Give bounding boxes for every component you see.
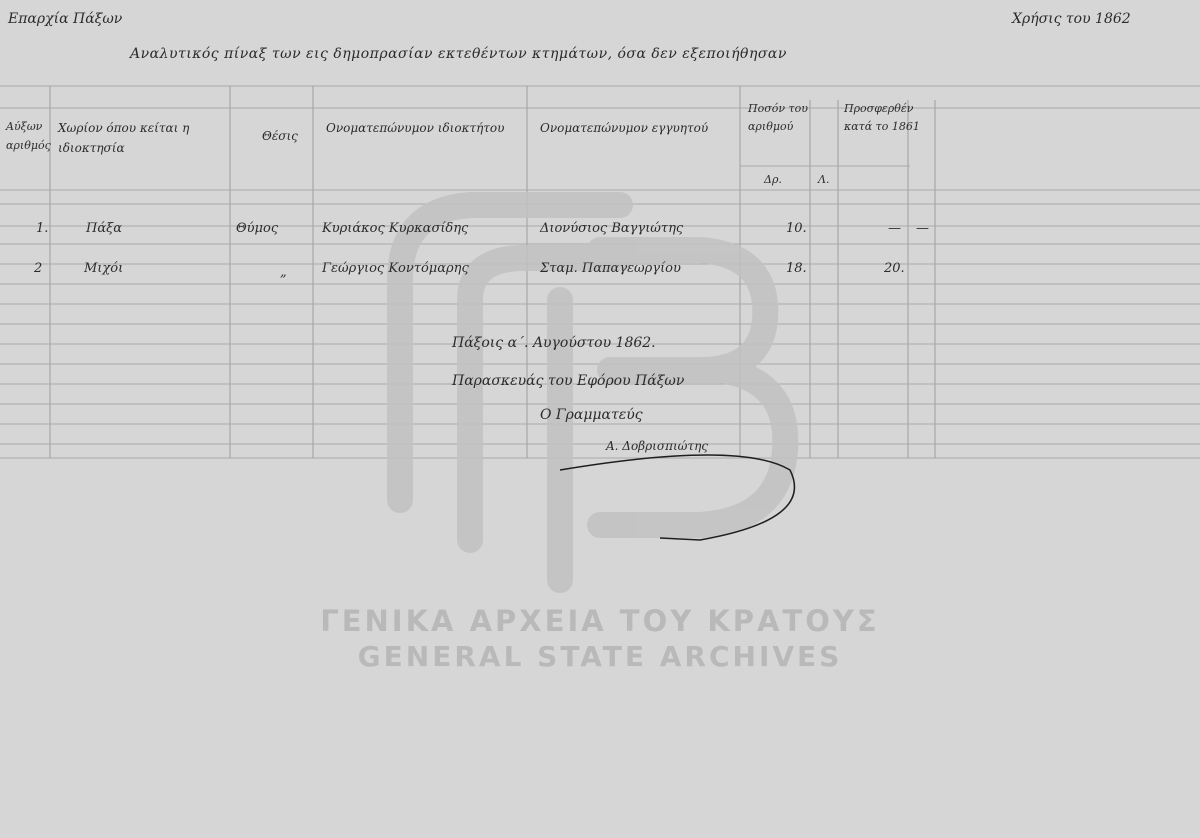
row2-guarantor: Σταμ. Παπαγεωργίου bbox=[540, 261, 681, 276]
col-header-guarantor: Ονοματεπώνυμον εγγυητού bbox=[540, 121, 709, 135]
row2-owner: Γεώργιος Κοντόμαρης bbox=[322, 261, 469, 276]
col-subheader-lepta: Λ. bbox=[818, 173, 830, 186]
col-header-previous: Προσφερθέν κατά το 1861 bbox=[844, 102, 920, 133]
watermark-english: GENERAL STATE ARCHIVES bbox=[357, 640, 843, 673]
row2-previous: 20. bbox=[884, 261, 905, 276]
col-header-owner: Ονοματεπώνυμον ιδιοκτήτου bbox=[326, 121, 505, 135]
row1-guarantor: Διονύσιος Βαγγιώτης bbox=[540, 221, 684, 236]
row1-previous: — bbox=[888, 221, 901, 236]
signature-name: Α. Δοβρισπιώτης bbox=[606, 439, 708, 453]
row1-owner: Κυριάκος Κυρκασίδης bbox=[322, 221, 469, 236]
row1-previous-lepta: — bbox=[916, 221, 929, 236]
row2-place: Μιχόι bbox=[84, 261, 124, 276]
document-title: Αναλυτικός πίναξ των εις δημοπρασίαν εκτεθέντων κτημάτων, όσα δεν εξεποιήθησαν bbox=[130, 46, 787, 62]
signature-role: Ο Γραμματεύς bbox=[540, 407, 643, 423]
district-label: Επαρχία Πάξων bbox=[8, 11, 123, 27]
row2-number: 2 bbox=[34, 261, 43, 276]
row1-number: 1. bbox=[36, 221, 49, 236]
col-header-kind: Θέσις bbox=[262, 129, 298, 143]
col-header-amount: Ποσόν του αριθμού bbox=[748, 102, 808, 133]
col-header-number: Αύξων αριθμός bbox=[6, 120, 51, 152]
row1-drachmas: 10. bbox=[786, 221, 807, 236]
row2-drachmas: 18. bbox=[786, 261, 807, 276]
year-label: Χρήσις του 1862 bbox=[1012, 11, 1131, 27]
watermark-greek: ΓΕΝΙΚΑ ΑΡΧΕΙΑ ΤΟΥ ΚΡΑΤΟΥΣ bbox=[320, 604, 880, 638]
col-subheader-drachmas: Δρ. bbox=[764, 173, 782, 186]
row2-kind: „ bbox=[280, 265, 287, 280]
signature-place-date: Πάξοις α΄. Αυγούστου 1862. bbox=[452, 335, 656, 351]
row1-place: Πάξα bbox=[86, 221, 123, 236]
col-header-place: Χωρίον όπου κείται η ιδιοκτησία bbox=[58, 121, 190, 156]
signature-office: Παρασκευάς του Εφόρου Πάξων bbox=[452, 373, 685, 389]
row1-kind: Θύμος bbox=[236, 221, 279, 236]
